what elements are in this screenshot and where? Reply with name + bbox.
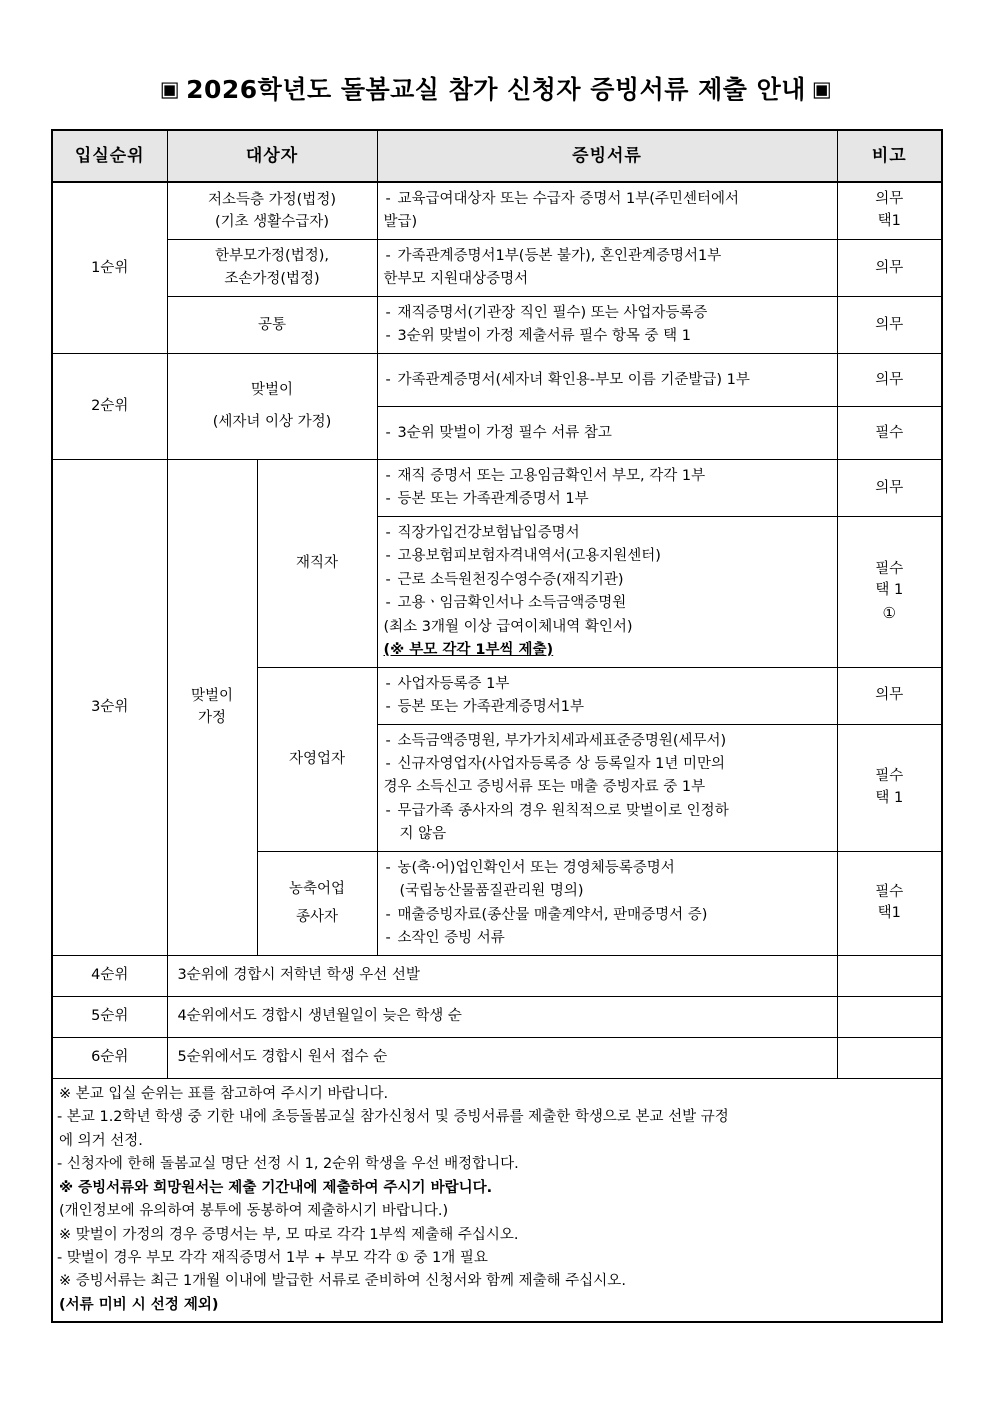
note-lines (844, 766, 936, 810)
table-row (52, 459, 942, 516)
subgroup-name-employee: 재직자 (257, 459, 377, 667)
footer-note-line: ※ 본교 입실 순위는 표를 참고하여 주시기 바랍니다. (59, 1085, 389, 1102)
documents-list (384, 673, 831, 719)
note-lines (844, 559, 936, 625)
document-item: - 사업자등록증 1부 (384, 673, 831, 695)
footer-note-line: 에 의거 선정. (59, 1132, 143, 1149)
documents-cell (377, 353, 837, 406)
emphasis-text: (※ 부모 각각 1부씩 제출) (383, 642, 554, 659)
document-item-continued: 지 않음 (399, 826, 447, 843)
document-item-continued: 경우 소득신고 증빙서류 또는 매출 증빙자료 중 1부 (383, 779, 706, 796)
document-item: - 3순위 맞벌이 가정 제출서류 필수 항목 중 택 1 (384, 325, 831, 347)
note-cell (837, 724, 942, 851)
documents-cell (377, 516, 837, 667)
header-documents: 증빙서류 (377, 130, 837, 182)
note-cell: 의무 (837, 459, 942, 516)
criteria-table-container (51, 129, 941, 1323)
target-cell (167, 353, 377, 459)
document-item: - 고용보험피보험자격내역서(고용지원센터) (384, 545, 831, 567)
documents-list (384, 857, 831, 950)
note-line: 택 1 (875, 582, 904, 599)
table-row-footer (52, 1078, 942, 1322)
documents-cell (377, 182, 837, 239)
rank-label-6: 6순위 (52, 1037, 167, 1078)
document-item-emphasis (384, 639, 831, 661)
header-rank: 입실순위 (52, 130, 167, 182)
document-item: - 가족관계증명서1부(등본 불가), 혼인관계증명서1부 (384, 245, 831, 267)
documents-list (384, 245, 831, 291)
rank-label-text: 3순위 (91, 699, 129, 716)
table-row (52, 955, 942, 996)
note-line: 택 1 (875, 789, 904, 806)
note-line: 의무 (875, 191, 904, 208)
note-line: 필수 (875, 883, 904, 900)
table-header-row (52, 130, 942, 182)
rank-description-6: 5순위에서도 경합시 원서 접수 순 (167, 1037, 837, 1078)
document-item: - 신규자영업자(사업자등록증 상 등록일자 1년 미만의 (384, 753, 831, 775)
subgroup-name-self-employed: 자영업자 (257, 667, 377, 851)
document-item-continued: (최소 3개월 이상 급여이체내역 확인서) (383, 618, 633, 635)
header-note: 비고 (837, 130, 942, 182)
target-cell (167, 182, 377, 239)
document-item: - 직장가입건강보험납입증명서 (384, 522, 831, 544)
documents-list (384, 730, 831, 846)
subgroup-name-line: 종사자 (295, 909, 339, 926)
rank-description-4: 3순위에 경합시 저학년 학생 우선 선발 (167, 955, 837, 996)
documents-list (384, 465, 831, 511)
note-line: 택1 (877, 905, 901, 922)
document-item: - 교육급여대상자 또는 수급자 증명서 1부(주민센터에서 (384, 188, 831, 210)
documents-list (384, 422, 831, 444)
rank-label-1: 1순위 (52, 182, 167, 353)
target-line: (세자녀 이상 가정) (212, 414, 332, 431)
documents-cell (377, 724, 837, 851)
table-body (52, 182, 942, 1322)
rank-label-2: 2순위 (52, 353, 167, 459)
documents-cell (377, 459, 837, 516)
page-title (0, 0, 992, 105)
note-cell: 의무 (837, 667, 942, 724)
note-line: 필수 (875, 767, 904, 784)
target-line: 맞벌이 (190, 687, 234, 704)
target-cell (167, 459, 257, 955)
rank-label-5: 5순위 (52, 996, 167, 1037)
document-item: - 근로 소득원천징수영수증(재직기관) (384, 569, 831, 591)
note-cell (837, 1037, 942, 1078)
footer-note-line: - 본교 1.2학년 학생 중 기한 내에 초등돌봄교실 참가신청서 및 증빙서류를 제출한 학생으로 본교 선발 규정 (57, 1109, 729, 1126)
document-item: - 무급가족 종사자의 경우 원칙적으로 맞벌이로 인정하 (384, 800, 831, 822)
table-row (52, 182, 942, 239)
header-target: 대상자 (167, 130, 377, 182)
documents-cell (377, 851, 837, 955)
footer-note-line: - 신청자에 한해 돌봄교실 명단 선정 시 1, 2순위 학생을 우선 배정합니다. (57, 1156, 519, 1173)
note-line: 필수 (875, 560, 904, 577)
target-line: 조손가정(법정) (224, 270, 320, 287)
page-title-text: 2026학년도 돌봄교실 참가 신청자 증빙서류 제출 안내 (186, 75, 806, 104)
target-line: (기초 생활수급자) (215, 213, 329, 230)
target-cell (167, 239, 377, 296)
document-item: - 재직 증명서 또는 고용임금확인서 부모, 각각 1부 (384, 465, 831, 487)
note-cell (837, 516, 942, 667)
note-cell (837, 996, 942, 1037)
note-cell: 의무 (837, 353, 942, 406)
document-item-continued: 발급) (383, 214, 418, 231)
footer-note-line: - 맞벌이 경우 부모 각각 재직증명서 1부 + 부모 각각 ① 중 1개 필요 (57, 1250, 488, 1266)
table-header (52, 130, 942, 182)
documents-cell (377, 296, 837, 353)
note-cell (837, 182, 942, 239)
note-cell: 의무 (837, 239, 942, 296)
rank-label-4: 4순위 (52, 955, 167, 996)
table-row (52, 996, 942, 1037)
table-row (52, 353, 942, 406)
documents-cell (377, 239, 837, 296)
document-item: - 재직증명서(기관장 직인 필수) 또는 사업자등록증 (384, 302, 831, 324)
footer-note-line: ※ 맞벌이 가정의 경우 증명서는 부, 모 따로 각각 1부씩 제출해 주십시오. (59, 1226, 519, 1243)
documents-list (384, 522, 831, 662)
document-item: - 등본 또는 가족관계증명서 1부 (384, 488, 831, 510)
note-cell: 필수 (837, 406, 942, 459)
rank-label-3 (52, 459, 167, 955)
note-lines (844, 882, 936, 926)
target-line: 저소득층 가정(법정) (208, 191, 336, 208)
document-item: - 3순위 맞벌이 가정 필수 서류 참고 (384, 422, 831, 444)
documents-cell (377, 667, 837, 724)
title-mark-left-icon: ▣ (159, 77, 181, 101)
footer-note-line: ※ 증빙서류는 최근 1개월 이내에 발급한 서류로 준비하여 신청서와 함께 제출해 주십시오. (59, 1273, 626, 1290)
documents-list (384, 369, 831, 391)
document-item: - 농(축·어)업인확인서 또는 경영체등록증명서 (384, 857, 831, 879)
criteria-table (51, 129, 943, 1323)
documents-list (384, 188, 831, 234)
document-item: - 소작인 증빙 서류 (384, 927, 831, 949)
document-item-continued: (국립농산물품질관리원 명의) (399, 883, 584, 900)
target-line: 맞벌이 (250, 381, 294, 398)
note-cell (837, 851, 942, 955)
footer-note-line: (개인정보에 유의하여 봉투에 동봉하여 제출하시기 바랍니다.) (59, 1203, 449, 1220)
documents-list (384, 302, 831, 348)
target-line: 가정 (197, 710, 226, 727)
document-item: - 등본 또는 가족관계증명서1부 (384, 696, 831, 718)
footer-notes (52, 1078, 942, 1322)
footer-note-line: ※ 증빙서류와 희망원서는 제출 기간내에 제출하여 주시기 바랍니다. (59, 1179, 493, 1196)
document-item: - 고용ㆍ임금확인서나 소득금액증명원 (384, 592, 831, 614)
table-row (52, 239, 942, 296)
title-mark-right-icon: ▣ (811, 77, 833, 101)
note-line: 택1 (877, 212, 901, 229)
note-cell: 의무 (837, 296, 942, 353)
table-row (52, 1037, 942, 1078)
note-line-circled: ① (882, 604, 896, 623)
document-item-continued: 한부모 지원대상증명서 (383, 271, 529, 288)
document-item: - 소득금액증명원, 부가가치세과세표준증명원(세무서) (384, 730, 831, 752)
target-line: 한부모가정(법정), (215, 248, 329, 265)
target-cell: 공통 (167, 296, 377, 353)
note-lines (844, 189, 936, 233)
documents-cell (377, 406, 837, 459)
document-item: - 매출증빙자료(종산물 매출계약서, 판매증명서 증) (384, 904, 831, 926)
rank-description-5: 4순위에서도 경합시 생년월일이 늦은 학생 순 (167, 996, 837, 1037)
subgroup-name-line: 농축어업 (288, 880, 346, 897)
subgroup-name-agriculture (257, 851, 377, 955)
table-row (52, 296, 942, 353)
footer-note-line: (서류 미비 시 선정 제외) (59, 1296, 219, 1313)
note-cell (837, 955, 942, 996)
document-item: - 가족관계증명서(세자녀 확인용-부모 이름 기준발급) 1부 (384, 369, 831, 391)
